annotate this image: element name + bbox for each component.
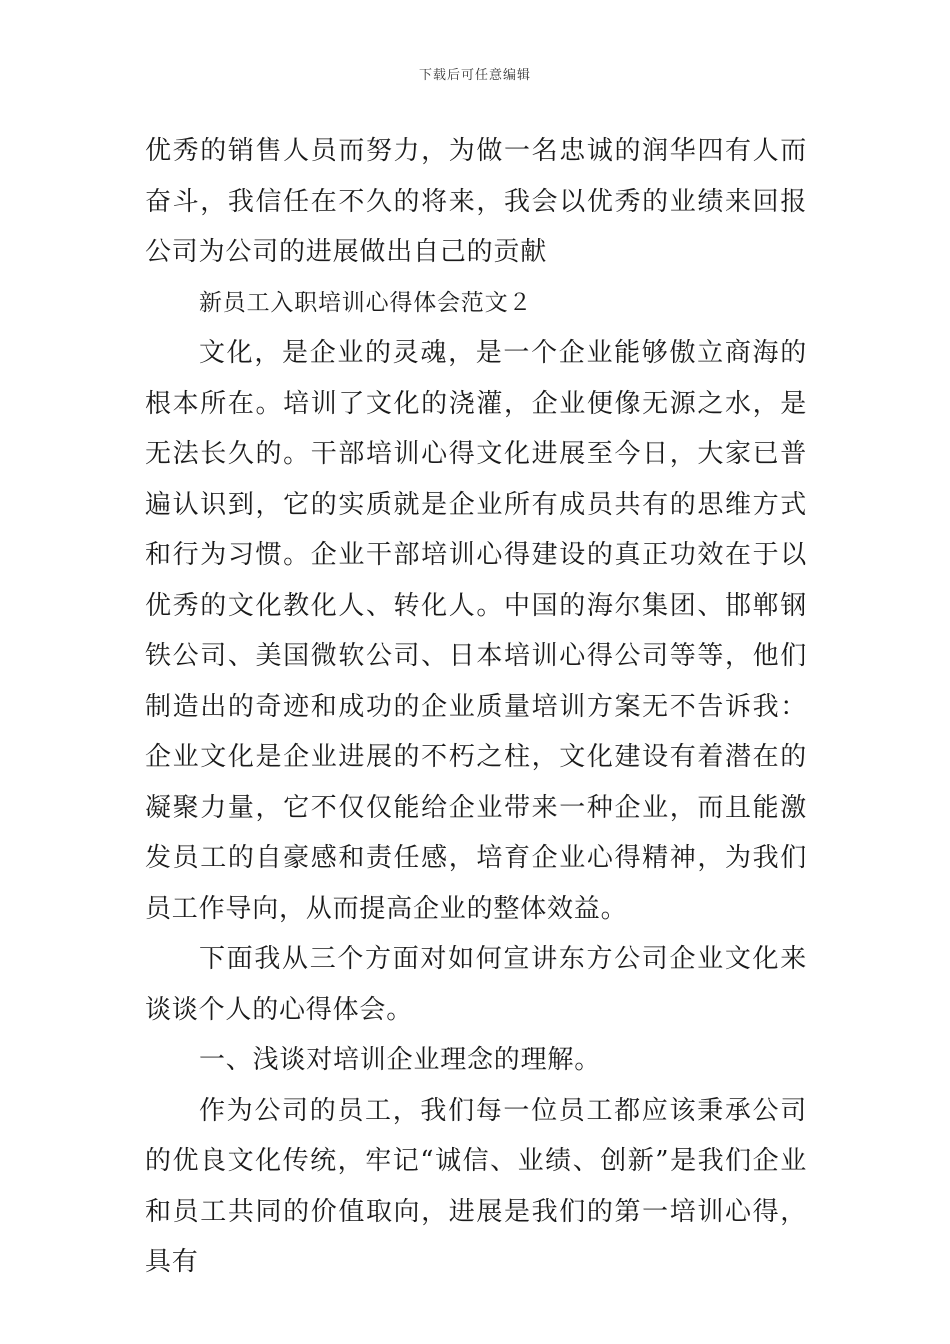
page-header: 下载后可任意编辑 — [418, 68, 531, 83]
paragraph-employee-values: 作为公司的员工，我们每一位员工都应该秉承公司的优良文化传统，牢记“诚信、业绩、创新”是我们企业和员工共同的价值取向，进展是我们的第一培训心得，具有 — [145, 1095, 807, 1277]
section-title: 新员工入职培训心得体会范文２ — [199, 289, 533, 316]
document-body — [145, 126, 807, 1288]
paragraph-culture: 文化，是企业的灵魂，是一个企业能够傲立商海的根本所在。培训了文化的浇灌，企业便像无源之水，是无法长久的。干部培训心得文化进展至今日，大家已普遍认识到，它的实质就是企业所有成员共有的思维方式和行为习惯。企业干部培训心得建设的真正功效在于以优秀的文化教化人、转化人。中国的海尔集团、邯郸钢铁公司、美国微软公司、日本培训心得公司等等，他们制造出的奇迹和成功的企业质量培训方案无不告诉我：企业文化是企业进展的不朽之柱，文化建设有着潜在的凝聚力量，它不仅仅能给企业带来一种企业，而且能激发员工的自豪感和责任感，培育企业心得精神，为我们员工作导向，从而提高企业的整体效益。 — [145, 338, 807, 924]
subheading-first-aspect: 一、浅谈对培训企业理念的理解。 — [199, 1045, 602, 1075]
paragraph-continuation: 优秀的销售人员而努力，为做一名忠诚的润华四有人而奋斗，我信任在不久的将来，我会以优秀的业绩来回报公司为公司的进展做出自己的贡献 — [145, 136, 807, 267]
paragraph-intro-three-aspects: 下面我从三个方面对如何宣讲东方公司企业文化来谈谈个人的心得体会。 — [145, 944, 807, 1025]
